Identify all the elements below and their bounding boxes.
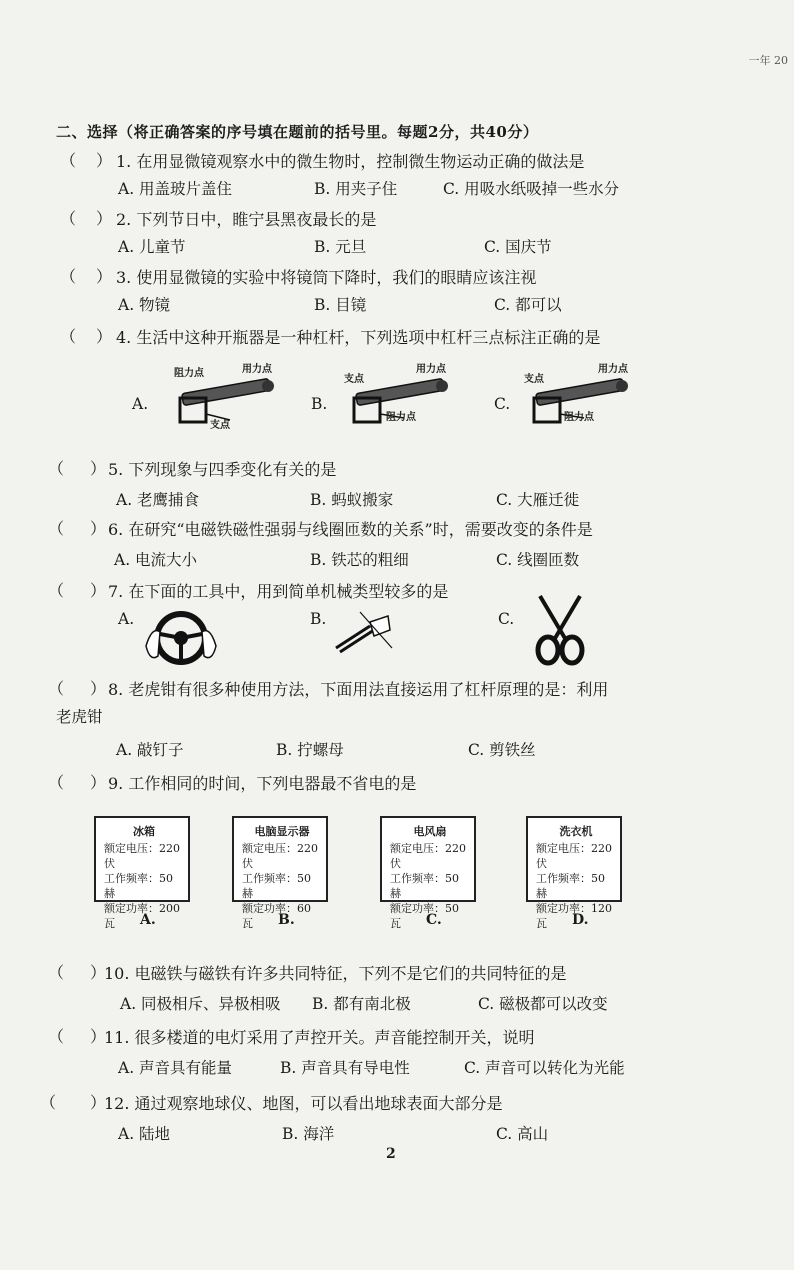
lever-label-top-left: 支点: [344, 374, 364, 385]
spec-voltage: 额定电压：220 伏: [536, 842, 612, 870]
option-a: A.: [118, 610, 135, 628]
question-stem: 8. 老虎钳有很多种使用方法，下面用法直接运用了杠杆原理的是：利用: [108, 680, 609, 699]
option-c: C. 都可以: [494, 296, 562, 314]
option-b: B. 都有南北极: [312, 995, 411, 1013]
appliance-label-d: D.: [572, 912, 589, 928]
bottle-opener-figure-c: [524, 360, 654, 432]
section-title: 二、选择（将正确答案的序号填在题前的括号里。每题2分，共40分）: [56, 123, 539, 141]
lever-label-top-left: 阻力点: [174, 368, 204, 379]
question-stem: 11. 很多楼道的电灯采用了声控开关。声音能控制开关，说明: [104, 1028, 535, 1047]
answer-paren-close: ）: [90, 679, 107, 698]
bottle-opener-figure-a: [170, 360, 300, 432]
answer-paren-close: ）: [90, 519, 107, 538]
answer-paren-open: （: [60, 327, 77, 346]
appliance-label-a: A.: [140, 912, 156, 928]
lever-label-bottom: 阻力点: [386, 412, 416, 423]
answer-paren-close: ）: [90, 963, 107, 982]
spec-frequency: 工作频率：50 赫: [242, 872, 311, 900]
option-a: A. 同极相斥、异极相吸: [120, 995, 281, 1013]
steering-wheel-icon: [142, 606, 220, 672]
question-stem: 10. 电磁铁与磁铁有许多共同特征，下列不是它们的共同特征的是: [104, 964, 567, 983]
option-a: A.: [132, 395, 149, 413]
lever-label-bottom: 支点: [210, 420, 230, 431]
option-a: A. 敲钉子: [116, 741, 184, 759]
answer-paren-close: ）: [96, 209, 113, 228]
appliance-label-c: C.: [426, 912, 442, 928]
option-c: C. 线圈匝数: [496, 551, 580, 569]
question-stem: 5. 下列现象与四季变化有关的是: [108, 460, 337, 479]
appliance-name: 电风扇: [413, 825, 447, 838]
appliance-name: 电脑显示器: [254, 825, 310, 838]
spec-power: 额定功率：60 瓦: [242, 902, 311, 930]
spec-frequency: 工作频率：50 赫: [536, 872, 605, 900]
lever-label-top-right: 用力点: [416, 364, 446, 375]
question-stem: 12. 通过观察地球仪、地图，可以看出地球表面大部分是: [104, 1094, 503, 1113]
option-c: C.: [498, 610, 515, 628]
spec-frequency: 工作频率：50 赫: [390, 872, 459, 900]
option-b: B. 元旦: [314, 238, 367, 256]
pliers-icon: [330, 608, 396, 658]
bottle-opener-figure-b: [344, 360, 474, 432]
answer-paren-open: （: [60, 151, 77, 170]
answer-paren-open: （: [40, 1093, 57, 1112]
spec-voltage: 额定电压：220 伏: [242, 842, 318, 870]
question-stem: 3. 使用显微镜的实验中将镜筒下降时，我们的眼睛应该注视: [116, 268, 537, 287]
scissors-icon: [530, 594, 590, 670]
answer-paren-close: ）: [90, 581, 107, 600]
answer-paren-open: （: [48, 459, 65, 478]
appliance-name: 冰箱: [133, 825, 155, 838]
answer-paren-open: （: [48, 1027, 65, 1046]
spec-voltage: 额定电压：220 伏: [104, 842, 180, 870]
spec-voltage: 额定电压：220 伏: [390, 842, 466, 870]
appliance-card-refrigerator: [94, 816, 190, 930]
option-b: B. 铁芯的粗细: [310, 551, 409, 569]
appliance-name: 洗衣机: [559, 825, 593, 838]
question-stem: 6. 在研究“电磁铁磁性强弱与线圈匝数的关系”时，需要改变的条件是: [108, 520, 593, 539]
question-stem-continuation: 老虎钳: [56, 708, 103, 726]
option-a: A. 老鹰捕食: [116, 491, 200, 509]
answer-paren-open: （: [48, 773, 65, 792]
spec-power: 额定功率：200 瓦: [104, 902, 180, 930]
answer-paren-close: ）: [96, 327, 113, 346]
option-b: B. 蚂蚁搬家: [310, 491, 394, 509]
appliance-card-washer: [526, 816, 622, 930]
lever-label-top-left: 支点: [524, 374, 544, 385]
option-a: A. 电流大小: [114, 551, 198, 569]
answer-paren-close: ）: [90, 1027, 107, 1046]
question-stem: 9. 工作相同的时间，下列电器最不省电的是: [108, 774, 417, 793]
spec-frequency: 工作频率：50 赫: [104, 872, 173, 900]
option-c: C. 国庆节: [484, 238, 552, 256]
answer-paren-open: （: [48, 519, 65, 538]
option-b: B.: [310, 610, 327, 628]
answer-paren-close: ）: [90, 1093, 107, 1112]
option-c: C. 大雁迁徙: [496, 491, 580, 509]
answer-paren-open: （: [48, 679, 65, 698]
question-stem: 7. 在下面的工具中，用到简单机械类型较多的是: [108, 582, 449, 601]
option-a: A. 陆地: [118, 1125, 171, 1143]
lever-label-bottom: 阻力点: [564, 412, 594, 423]
option-c: C. 用吸水纸吸掉一些水分: [443, 180, 620, 198]
option-b: B. 用夹子住: [314, 180, 398, 198]
option-a: A. 声音具有能量: [118, 1059, 233, 1077]
answer-paren-open: （: [48, 963, 65, 982]
option-c: C. 高山: [496, 1125, 549, 1143]
answer-paren-close: ）: [96, 267, 113, 286]
question-stem: 1. 在用显微镜观察水中的微生物时，控制微生物运动正确的做法是: [116, 152, 585, 171]
option-b: B. 海洋: [282, 1125, 335, 1143]
option-b: B. 拧螺母: [276, 741, 344, 759]
answer-paren-close: ）: [96, 151, 113, 170]
answer-paren-open: （: [60, 209, 77, 228]
answer-paren-open: （: [48, 581, 65, 600]
appliance-card-monitor: [232, 816, 328, 930]
option-a: A. 儿童节: [118, 238, 186, 256]
answer-paren-open: （: [60, 267, 77, 286]
spec-power: 额定功率：120 瓦: [536, 902, 612, 930]
option-a: A. 物镜: [118, 296, 171, 314]
lever-label-top-right: 用力点: [598, 364, 628, 375]
page-number: 2: [386, 1146, 396, 1162]
option-b: B.: [311, 395, 328, 413]
corner-mark: 一年 20: [748, 54, 788, 67]
option-b: B. 目镜: [314, 296, 367, 314]
option-c: C. 剪铁丝: [468, 741, 536, 759]
question-stem: 2. 下列节日中，睢宁县黑夜最长的是: [116, 210, 377, 229]
question-stem: 4. 生活中这种开瓶器是一种杠杆，下列选项中杠杆三点标注正确的是: [116, 328, 601, 347]
option-c: C.: [494, 395, 511, 413]
option-a: A. 用盖玻片盖住: [118, 180, 233, 198]
appliance-card-fan: [380, 816, 476, 930]
answer-paren-close: ）: [90, 773, 107, 792]
lever-label-top-right: 用力点: [242, 364, 272, 375]
spec-power: 额定功率：50 瓦: [390, 902, 459, 930]
option-c: C. 磁极都可以改变: [478, 995, 608, 1013]
answer-paren-close: ）: [90, 459, 107, 478]
option-b: B. 声音具有导电性: [280, 1059, 410, 1077]
appliance-label-b: B.: [278, 912, 295, 928]
option-c: C. 声音可以转化为光能: [464, 1059, 625, 1077]
